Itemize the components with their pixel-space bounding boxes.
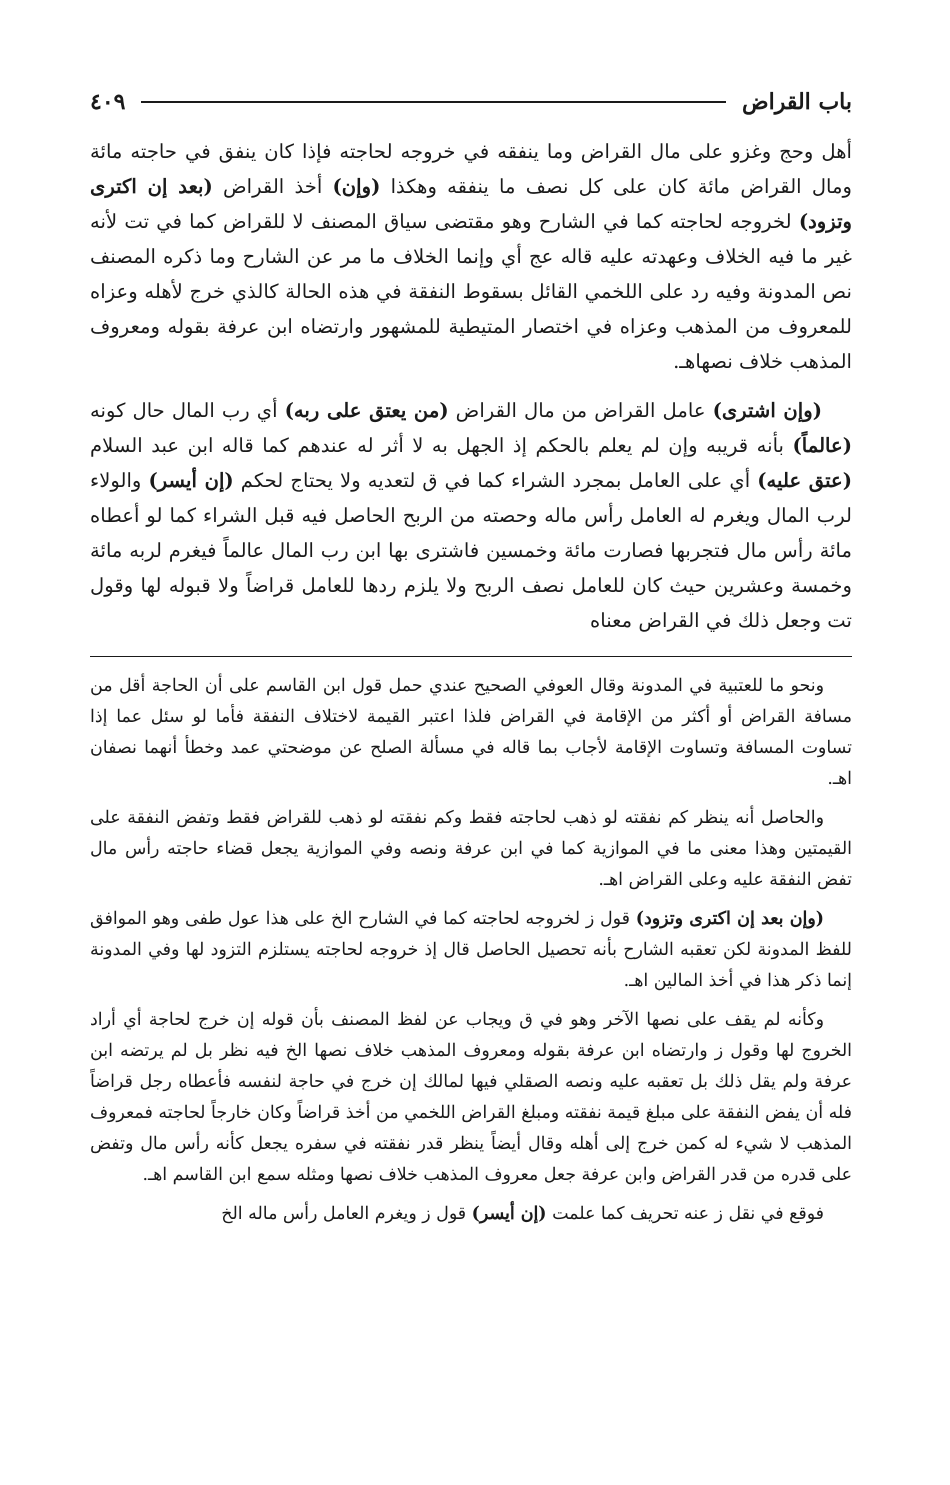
main-text xyxy=(90,134,852,638)
text-run: أخذ القراض xyxy=(212,175,333,198)
text-run: أي على العامل بمجرد الشراء كما في ق لتعديه ولا يحتاج لحكم xyxy=(233,469,758,492)
running-header xyxy=(90,82,852,122)
text-run: فوقع في نقل ز عنه تحريف كما علمت xyxy=(546,1204,824,1224)
bold-term: (بعد إن اكترى وتزود) xyxy=(90,175,852,233)
text-run: والولاء لرب المال ويغرم له العامل رأس ماله وحصته من الربح الحاصل فيه قبل الشراء كما لو أعطاه مائة رأس مال فتجربها فصارت مائة وخمسين فاشترى بها ابن رب المال عالماً فيغرم لربه مائة وخمسة وعشرين حيث كان للعامل نصف الربح ولا يلزم ردها للعامل قراضاً ولا قبوله لها وقول تت وجعل ذلك في القراض معناه xyxy=(90,469,852,632)
bold-term: (عالماً) xyxy=(792,434,852,457)
note-paragraph-3 xyxy=(90,904,852,997)
main-paragraph-1 xyxy=(90,134,852,379)
text-run: أي رب المال حال كونه xyxy=(90,399,285,422)
note-paragraph-5 xyxy=(90,1199,852,1230)
page-number: ٤٠٩ xyxy=(90,89,126,115)
text-run: عامل القراض من مال القراض xyxy=(448,399,713,422)
bold-term: (إن أيسر) xyxy=(148,469,234,492)
bold-term: (من يعتق على ربه) xyxy=(284,399,449,422)
bold-term: (عتق عليه) xyxy=(757,469,853,492)
note-paragraph-1 xyxy=(90,671,852,795)
bold-term: (وإن) xyxy=(332,175,381,198)
page xyxy=(90,82,852,1238)
text-run: والحاصل أنه ينظر كم نفقته لو ذهب لحاجته فقط وكم نفقته لو ذهب للقراض فقط وتفض النفقة على القيمتين وهذا معنى ما في الموازية كما في ابن عرفة ونصه وفي الموازية يجعل قضاء حاجته رأس مال تفض النفقة عليه وعلى القراض اهـ. xyxy=(90,808,852,890)
text-run: قول ز ويغرم العامل رأس ماله الخ xyxy=(221,1204,472,1224)
chapter-title: باب القراض xyxy=(742,89,852,115)
text-run: وكأنه لم يقف على نصها الآخر وهو في ق ويجاب عن لفظ المصنف بأن قوله إن خرج لحاجة أي أراد الخروج لها وقول ز وارتضاه ابن عرفة بقوله ومعروف المذهب خلاف نصها الخ فيه نظر بل لم يرتضه ابن عرفة ولم يقل ذلك بل تعقبه عليه ونصه الصقلي فيها لمالك إن خرج في حاجة لنفسه فأعطاه رجل قراضاً فله أن يفض النفقة على مبلغ قيمة نفقته ومبلغ القراض اللخمي من أخذ قراضاً وكان خارجاً لحاجته فمعروف المذهب لا شيء له كمن خرج إلى أهله وقال أيضاً ينظر قدر نفقته في سفره يجعل كأنه رأس مال وتفض على قدره من قدر القراض وابن عرفة جعل معروف المذهب خلاف نصها ومثله سمع ابن القاسم اهـ. xyxy=(90,1010,852,1185)
bold-term: (وإن اشترى) xyxy=(712,399,822,422)
note-paragraph-4 xyxy=(90,1005,852,1191)
text-run: أهل وحج وغزو على مال القراض وما ينفقه في خروجه لحاجته فإذا كان ينفق في حاجته مائة ومال القراض مائة كان على كل نصف ما ينفقه وهكذا xyxy=(90,140,852,198)
note-paragraph-2 xyxy=(90,803,852,896)
text-run: لخروجه لحاجته كما في الشارح وهو مقتضى سياق المصنف لا للقراض كما في تت لأنه غير ما فيه الخلاف وعهدته عليه قاله عج أي وإنما الخلاف ما مر عن الشارح وما ذكره المصنف نص المدونة وفيه رد على اللخمي القائل بسقوط النفقة في هذه الحالة كالذي خرج لأهله وعزاه للمعروف من المذهب وعزاه في اختصار المتيطية للمشهور وارتضاه ابن عرفة بقوله ومعروف المذهب خلاف نصهاهـ. xyxy=(90,210,852,373)
bold-term: (إن أيسر) xyxy=(471,1204,547,1224)
footnote-separator xyxy=(90,656,852,657)
bold-term: (وإن بعد إن اكترى وتزود) xyxy=(635,909,824,929)
text-run: بأنه قريبه وإن لم يعلم بالحكم إذ الجهل به لا أثر له عندهم كما قاله ابن عبد السلام xyxy=(90,434,793,457)
main-paragraph-2 xyxy=(90,393,852,638)
text-run: قول ز لخروجه لحاجته كما في الشارح الخ على هذا عول طفى وهو الموافق للفظ المدونة لكن تعقبه الشارح بأنه تحصيل الحاصل قال إذ خروجه لحاجته يستلزم التزود لها وفي المدونة إنما ذكر هذا في أخذ المالين اهـ. xyxy=(90,909,852,991)
header-rule xyxy=(141,101,726,103)
text-run: ونحو ما للعتبية في المدونة وقال العوفي الصحيح عندي حمل قول ابن القاسم على أن الحاجة أقل من مسافة القراض أو أكثر من الإقامة في القراض فلذا اعتبر القيمة لاختلاف النفقة فأما لو سئل عما إذا تساوت المسافة وتساوت الإقامة لأجاب بما قاله في مسألة الصلح عن موضحتي عمد وخطأ أنهما نصفان اهـ. xyxy=(90,676,852,789)
footnotes xyxy=(90,671,852,1230)
